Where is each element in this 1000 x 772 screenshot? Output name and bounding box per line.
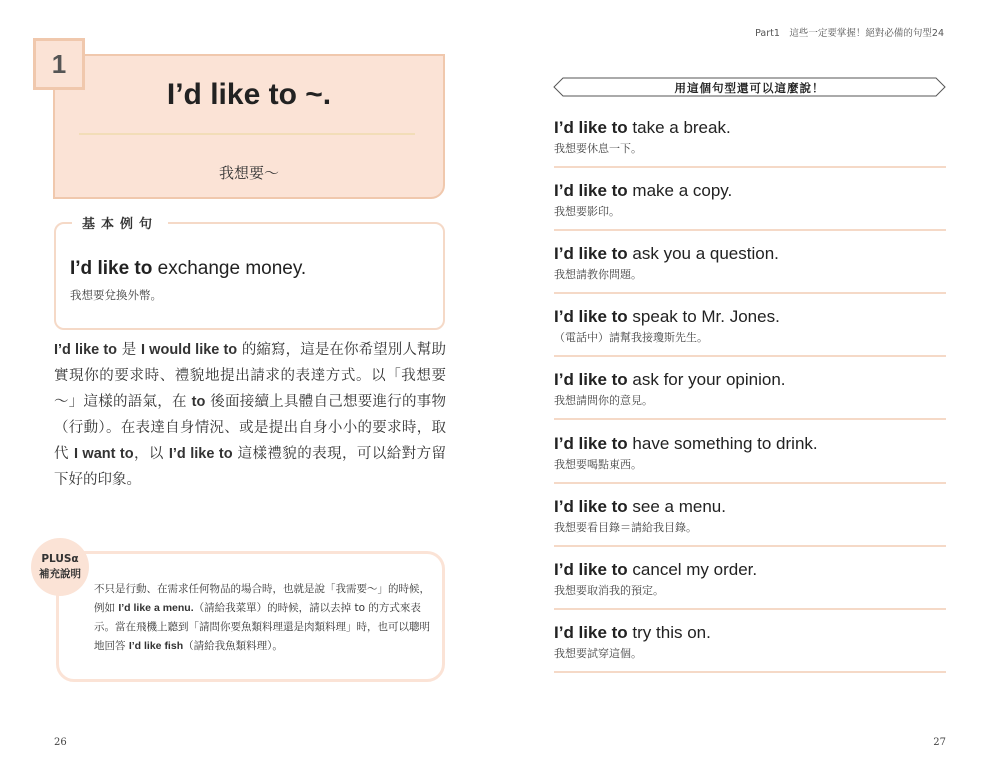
basic-example-label: 基本例句 bbox=[72, 213, 168, 232]
banner-text: 用這個句型還可以這麼說！ bbox=[674, 81, 825, 95]
phrase-rest: ask for your opinion. bbox=[627, 370, 786, 390]
plus-note-segment: 不只是行動、在需求任何物品的場合時，也就是說「我需要～」的時候，例如 bbox=[94, 583, 430, 614]
phrase-rest: speak to Mr. Jones. bbox=[627, 307, 780, 327]
phrase-item bbox=[554, 307, 946, 370]
phrase-keyword: I’d like to bbox=[554, 433, 628, 453]
explanation-bold-segment: I would like to bbox=[141, 342, 238, 358]
phrase-translation: 我想要試穿這個。 bbox=[554, 646, 642, 660]
title-divider bbox=[79, 133, 415, 135]
explanation-segment: 這樣禮貌的表現，可以給對方留下好的印象。 bbox=[54, 446, 447, 488]
phrase-sentence bbox=[554, 118, 731, 138]
phrase-translation: （電話中）請幫我接瓊斯先生。 bbox=[554, 331, 708, 345]
page-number-left: 26 bbox=[54, 737, 67, 748]
phrase-translation: 我想要喝點東西。 bbox=[554, 457, 642, 471]
plus-note-segment: （請給我魚類料理）。 bbox=[183, 640, 283, 652]
phrase-item bbox=[554, 623, 946, 686]
explanation-bold-segment: I want to bbox=[73, 446, 134, 462]
explanation-bold-segment: I’d like to bbox=[168, 446, 233, 462]
phrase-keyword: I’d like to bbox=[554, 118, 628, 137]
phrase-sentence bbox=[554, 623, 711, 643]
phrase-translation: 我想請問你的意見。 bbox=[554, 394, 653, 408]
explanation-paragraph bbox=[54, 337, 446, 493]
basic-example-translation: 我想要兌換外幣。 bbox=[70, 288, 162, 302]
phrase-translation: 我想要取消我的預定。 bbox=[554, 583, 664, 597]
phrase-sentence bbox=[554, 181, 732, 201]
phrase-sentence bbox=[554, 560, 757, 580]
phrase-item bbox=[554, 497, 946, 560]
page-subtitle: 我想要～ bbox=[218, 164, 279, 182]
phrase-divider bbox=[554, 608, 946, 610]
phrase-keyword: I’d like to bbox=[554, 244, 628, 264]
phrase-item bbox=[554, 244, 946, 307]
title-box bbox=[53, 54, 445, 199]
explanation-bold-segment: to bbox=[191, 394, 206, 410]
phrase-divider bbox=[554, 482, 946, 484]
phrase-keyword: I’d like to bbox=[554, 559, 628, 579]
phrase-item bbox=[554, 181, 946, 244]
phrase-divider bbox=[554, 229, 946, 231]
phrase-translation: 我想請教你問題。 bbox=[554, 268, 642, 282]
running-header: Part1 這些一定要掌握！絕對必備的句型24 bbox=[755, 28, 944, 39]
phrase-rest: ask you a question. bbox=[627, 244, 779, 264]
phrase-divider bbox=[554, 671, 946, 673]
explanation-segment: ，以 bbox=[133, 446, 169, 462]
phrase-sentence bbox=[554, 434, 818, 454]
phrase-divider bbox=[554, 355, 946, 357]
phrase-rest: make a copy. bbox=[627, 181, 733, 201]
page-title: I’d like to ~. bbox=[166, 78, 332, 111]
phrase-keyword: I’d like to bbox=[554, 370, 628, 390]
page-number-right: 27 bbox=[933, 737, 946, 748]
phrase-rest: see a menu. bbox=[627, 496, 726, 516]
phrase-keyword: I’d like to bbox=[554, 496, 628, 516]
phrase-rest: take a break. bbox=[627, 118, 731, 137]
phrase-rest: try this on. bbox=[627, 622, 711, 642]
phrase-rest: have something to drink. bbox=[627, 433, 818, 453]
phrase-translation: 我想要休息一下。 bbox=[554, 142, 642, 155]
phrase-rest: cancel my order. bbox=[627, 559, 758, 579]
plus-note-text bbox=[94, 580, 434, 656]
explanation-segment: 是 bbox=[117, 342, 142, 358]
example-keyword: I’d like to bbox=[70, 258, 153, 279]
phrase-sentence bbox=[554, 370, 786, 390]
phrase-sentence bbox=[554, 244, 779, 264]
phrase-divider bbox=[554, 292, 946, 294]
phrase-sentence bbox=[554, 307, 780, 327]
phrase-sentence bbox=[554, 497, 726, 517]
explanation-bold-segment: I’d like to bbox=[54, 342, 118, 358]
plus-note-badge bbox=[31, 538, 89, 596]
phrase-item bbox=[554, 560, 946, 623]
plus-badge-subtitle: 補充說明 bbox=[39, 568, 81, 580]
explanation-segment: 後面接續上具體自己想要進行的事物（行動）。在表達自身情況、或是提出自身小小的要求時，取代 bbox=[54, 394, 447, 462]
phrase-divider bbox=[554, 545, 946, 547]
phrase-item bbox=[554, 118, 946, 181]
phrase-keyword: I’d like to bbox=[554, 622, 628, 642]
example-rest: exchange money. bbox=[152, 258, 307, 279]
plus-note-segment: （請給我菜單）的時候，請以去掉 to 的方式來表示。當在飛機上聽到「請問你要魚類料理還是肉類料理」時，也可以聰明地回答 bbox=[94, 602, 430, 652]
phrase-item bbox=[554, 434, 946, 497]
phrase-item bbox=[554, 370, 946, 433]
plus-note-bold-segment: I’d like a menu. bbox=[118, 602, 194, 614]
explanation-segment: 的縮寫，這是在你希望別人幫助實現你的要求時、禮貌地提出請求的表達方式。以「我想要～」這樣的語氣，在 bbox=[54, 342, 447, 410]
plus-badge-title: PLUSα bbox=[41, 553, 79, 565]
phrase-keyword: I’d like to bbox=[554, 181, 628, 201]
basic-example-sentence bbox=[70, 258, 306, 280]
phrase-keyword: I’d like to bbox=[554, 307, 628, 327]
phrase-translation: 我想要影印。 bbox=[554, 205, 620, 219]
phrase-translation: 我想要看目錄＝請給我目錄。 bbox=[554, 520, 697, 534]
section-number-badge: 1 bbox=[33, 38, 85, 90]
plus-note-bold-segment: I’d like fish bbox=[128, 640, 184, 652]
phrase-divider bbox=[554, 166, 946, 168]
phrase-divider bbox=[554, 418, 946, 420]
